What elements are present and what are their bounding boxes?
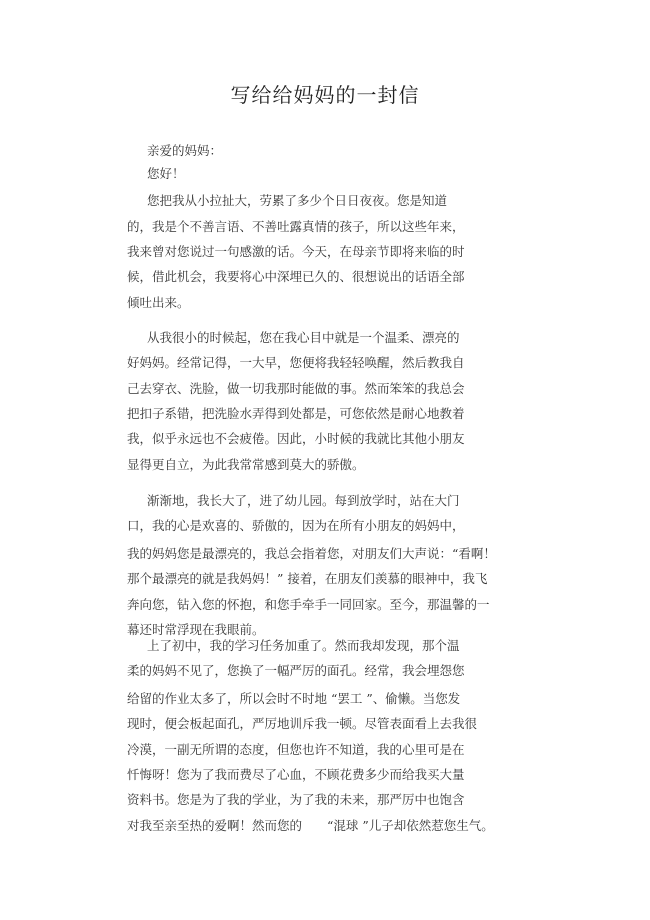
paragraph-1-line: 倾吐出来。	[127, 295, 190, 310]
letter-title: 写给给妈妈的一封信	[230, 83, 420, 107]
paragraph-2-line: 把扣子系错，把洗脸水弄得到处都是，可您依然是耐心地教着	[127, 406, 465, 421]
paragraph-6-line: 资料书。您是为了我的学业，为了我的未来，那严厉中也饱含	[127, 792, 465, 807]
paragraph-4-line: 奔向您，钻入您的怀抱，和您手牵手一同回家。至今，那温馨的一	[127, 597, 490, 612]
paragraph-2-line: 从我很小的时候起，您在我心目中就是一个温柔、漂亮的	[147, 330, 460, 345]
paragraph-6-line: 对我至亲至热的爱啊！然而您的 “混球 ”儿子却依然惹您生气。	[127, 818, 494, 833]
paragraph-3-line: 渐渐地，我长大了，进了幼儿园。每到放学时，站在大门	[147, 493, 460, 508]
paragraph-6-line: 冷漠，一副无所谓的态度，但您也许不知道，我的心里可是在	[127, 742, 465, 757]
paragraph-4-line: 我的妈妈您是最漂亮的，我总会指着您，对朋友们大声说：“看啊！	[127, 546, 496, 561]
paragraph-3-line: 口，我的心是欢喜的、骄傲的，因为在所有小朋友的妈妈中，	[127, 518, 465, 533]
paragraph-1-line: 您把我从小拉扯大，劳累了多少个日日夜夜。您是知道	[147, 193, 448, 208]
paragraph-1-line: 我来曾对您说过一句感激的话。今天，在母亲节即将来临的时	[127, 244, 465, 259]
paragraph-4-line: 那个最漂亮的就是我妈妈！” 接着，在朋友们羡慕的眼神中，我飞	[127, 571, 488, 586]
paragraph-5-line: 上了初中，我的学习任务加重了。然而我却发现，那个温	[147, 638, 460, 653]
paragraph-2-line: 显得更自立，为此我常常感到莫大的骄傲。	[127, 457, 365, 472]
paragraph-6-line: 忏悔呀！您为了我而费尽了心血，不顾花费多少而给我买大量	[127, 767, 465, 782]
salutation: 亲爱的妈妈：	[147, 143, 223, 158]
paragraph-6-line: 现时，便会板起面孔，严厉地训斥我一顿。尽管表面看上去我很	[127, 716, 478, 731]
paragraph-6-line: 给留的作业太多了，所以会时不时地 “罢工 ”、偷懒。当您发	[127, 691, 461, 706]
paragraph-5-line: 柔的妈妈不见了，您换了一幅严厉的面孔。经常，我会埋怨您	[127, 663, 465, 678]
paragraph-1-line: 候，借此机会，我要将心中深埋已久的、很想说出的话语全部	[127, 269, 465, 284]
paragraph-2-line: 我，似乎永远也不会疲倦。因此，小时候的我就比其他小朋友	[127, 431, 465, 446]
paragraph-2-line: 己去穿衣、洗脸，做一切我那时能做的事。然而笨笨的我总会	[127, 381, 465, 396]
greeting: 您好！	[147, 166, 185, 181]
paragraph-4-line: 幕还时常浮现在我眼前。	[127, 622, 265, 637]
paragraph-1-line: 的，我是个不善言语、不善吐露真情的孩子，所以这些年来，	[127, 219, 465, 234]
paragraph-2-line: 好妈妈。经常记得，一大早，您便将我轻轻唤醒，然后教我自	[127, 355, 465, 370]
